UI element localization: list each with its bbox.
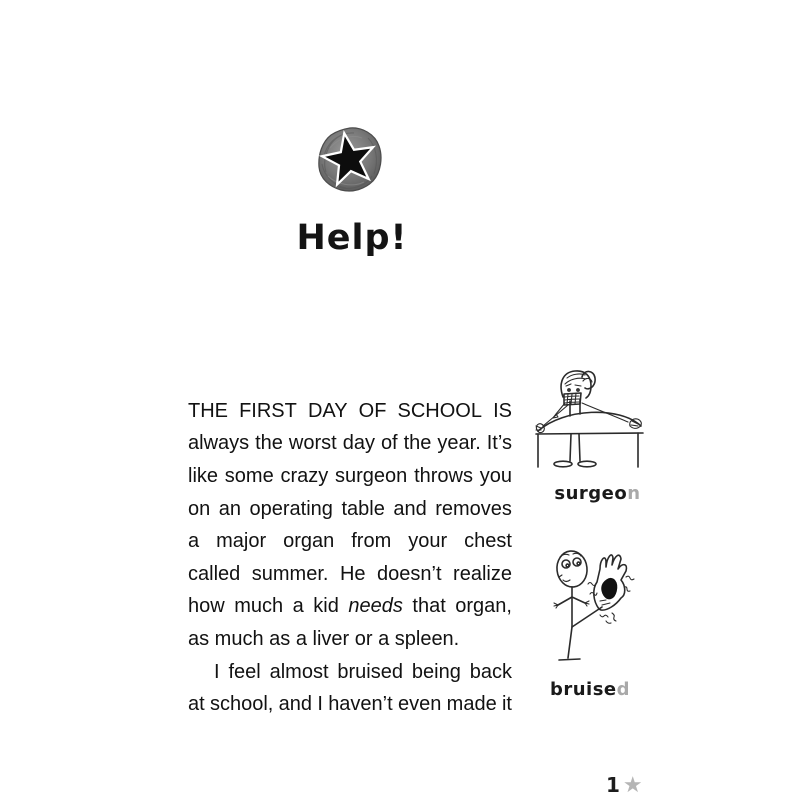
body-line: as much as a liver or a spleen.	[188, 627, 460, 650]
body-line: called summer. He doesn’t realize	[188, 562, 512, 585]
footer-star-icon: ★	[622, 772, 643, 797]
body-line: like some crazy surgeon throws you	[188, 464, 512, 487]
page-footer	[606, 773, 643, 797]
surgeon-label-fade: n	[627, 483, 641, 504]
bruised-label	[530, 679, 650, 700]
body-line: THE FIRST DAY OF SCHOOL IS	[188, 399, 512, 422]
body-line: a major organ from your chest	[188, 530, 512, 553]
surgeon-label-main: surgeo	[554, 483, 628, 504]
chapter-star-ornament-icon	[316, 126, 384, 194]
body-line: at school, and I haven’t even made it	[188, 693, 512, 716]
body-line: how much a kid needs that organ,	[188, 595, 512, 618]
body-line: always the worst day of the year. It’s	[188, 432, 512, 455]
body-line: on an operating table and removes	[188, 497, 512, 520]
body-line: I feel almost bruised being back	[214, 660, 512, 683]
page-number: 1	[606, 773, 620, 797]
surgeon-drawing	[534, 364, 660, 476]
bruised-label-main: bruise	[549, 679, 617, 700]
body-text	[188, 395, 512, 721]
bruised-label-fade: d	[616, 679, 631, 700]
chapter-title: Help!	[296, 218, 408, 258]
surgeon-label	[535, 483, 660, 504]
bruised-drawing	[540, 539, 652, 677]
